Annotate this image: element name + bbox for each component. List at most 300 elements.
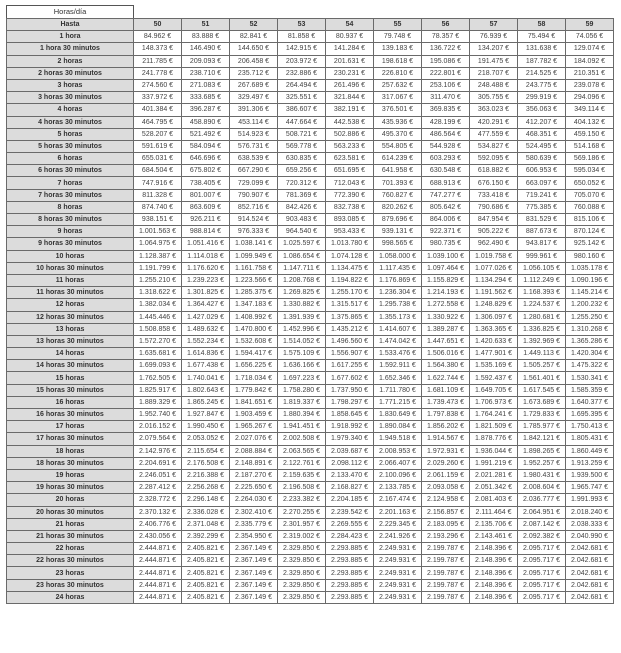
price-cell: 641.958 €	[374, 165, 422, 177]
price-cell: 1.635.681 €	[134, 348, 182, 360]
price-cell: 879.696 €	[374, 214, 422, 226]
row-header: 2 horas	[7, 55, 134, 67]
price-cell: 760.088 €	[566, 201, 614, 213]
row-header: 19 horas 30 minutos	[7, 482, 134, 494]
price-cell: 514.923 €	[230, 128, 278, 140]
table-row	[7, 421, 614, 433]
price-cell: 1.535.169 €	[470, 360, 518, 372]
price-cell: 729.099 €	[230, 177, 278, 189]
price-cell: 2.148.891 €	[230, 457, 278, 469]
price-cell: 887.673 €	[518, 226, 566, 238]
price-cell: 781.369 €	[278, 189, 326, 201]
price-cell: 1.617.545 €	[518, 384, 566, 396]
row-header: 13 horas	[7, 323, 134, 335]
table-row	[7, 348, 614, 360]
price-cell: 646.696 €	[182, 153, 230, 165]
price-cell: 2.367.149 €	[230, 543, 278, 555]
price-cell: 2.122.761 €	[278, 457, 326, 469]
price-cell: 1.878.776 €	[470, 433, 518, 445]
price-cell: 404.132 €	[566, 116, 614, 128]
row-header: 19 horas	[7, 469, 134, 481]
price-cell: 1.640.377 €	[566, 396, 614, 408]
price-cell: 84.962 €	[134, 31, 182, 43]
table-row	[7, 226, 614, 238]
price-cell: 1.470.800 €	[230, 323, 278, 335]
price-cell: 820.262 €	[374, 201, 422, 213]
price-cell: 453.114 €	[230, 116, 278, 128]
price-cell: 80.937 €	[326, 31, 374, 43]
price-cell: 874.740 €	[134, 201, 182, 213]
price-cell: 684.504 €	[134, 165, 182, 177]
price-cell: 2.405.821 €	[182, 579, 230, 591]
price-cell: 1.564.380 €	[422, 360, 470, 372]
price-cell: 239.078 €	[566, 79, 614, 91]
price-cell: 1.420.304 €	[566, 348, 614, 360]
row-header: 6 horas 30 minutos	[7, 165, 134, 177]
price-cell: 1.191.562 €	[470, 287, 518, 299]
table-row	[7, 189, 614, 201]
price-cell: 1.355.173 €	[374, 311, 422, 323]
price-cell: 391.306 €	[230, 104, 278, 116]
price-cell: 1.965.747 €	[566, 482, 614, 494]
price-cell: 618.882 €	[470, 165, 518, 177]
table-row	[7, 555, 614, 567]
price-cell: 1.711.780 €	[374, 384, 422, 396]
price-cell: 1.941.451 €	[278, 421, 326, 433]
price-cell: 569.186 €	[566, 153, 614, 165]
price-cell: 2.008.604 €	[518, 482, 566, 494]
price-cell: 1.762.505 €	[134, 372, 182, 384]
price-cell: 701.393 €	[374, 177, 422, 189]
row-header: 3 horas 30 minutos	[7, 92, 134, 104]
price-cell: 2.042.681 €	[566, 567, 614, 579]
price-cell: 495.370 €	[374, 128, 422, 140]
price-cell: 2.293.885 €	[326, 555, 374, 567]
price-cell: 815.106 €	[566, 214, 614, 226]
price-cell: 1.077.026 €	[470, 262, 518, 274]
table-row	[7, 250, 614, 262]
price-cell: 733.418 €	[470, 189, 518, 201]
price-cell: 2.042.681 €	[566, 579, 614, 591]
price-cell: 655.031 €	[134, 153, 182, 165]
row-header: 24 horas	[7, 591, 134, 603]
row-header: 5 horas 30 minutos	[7, 140, 134, 152]
price-cell: 1.758.280 €	[278, 384, 326, 396]
price-cell: 2.148.396 €	[470, 555, 518, 567]
price-cell: 720.312 €	[278, 177, 326, 189]
price-cell: 980.735 €	[422, 238, 470, 250]
price-cell: 191.475 €	[470, 55, 518, 67]
table-row	[7, 55, 614, 67]
table-row	[7, 445, 614, 457]
table-row	[7, 409, 614, 421]
table-row	[7, 457, 614, 469]
price-cell: 2.444.871 €	[134, 555, 182, 567]
price-cell: 2.042.681 €	[566, 591, 614, 603]
price-cell: 1.505.257 €	[518, 360, 566, 372]
price-cell: 1.058.000 €	[374, 250, 422, 262]
price-cell: 614.239 €	[374, 153, 422, 165]
price-cell: 412.207 €	[518, 116, 566, 128]
column-header: 56	[422, 19, 470, 31]
price-cell: 1.224.537 €	[518, 299, 566, 311]
price-cell: 999.961 €	[518, 250, 566, 262]
price-cell: 2.264.030 €	[230, 494, 278, 506]
price-cell: 148.373 €	[134, 43, 182, 55]
price-cell: 790.907 €	[230, 189, 278, 201]
price-cell: 299.919 €	[518, 92, 566, 104]
price-cell: 870.124 €	[566, 226, 614, 238]
price-cell: 2.405.821 €	[182, 591, 230, 603]
price-cell: 203.972 €	[278, 55, 326, 67]
table-row	[7, 79, 614, 91]
table-row	[7, 311, 614, 323]
price-cell: 2.249.931 €	[374, 555, 422, 567]
price-cell: 1.842.121 €	[518, 433, 566, 445]
price-cell: 2.293.885 €	[326, 567, 374, 579]
price-cell: 2.216.388 €	[182, 469, 230, 481]
price-cell: 584.094 €	[182, 140, 230, 152]
price-cell: 1.860.449 €	[566, 445, 614, 457]
price-cell: 428.199 €	[422, 116, 470, 128]
price-cell: 2.148.396 €	[470, 579, 518, 591]
price-cell: 592.095 €	[470, 153, 518, 165]
price-cell: 1.652.346 €	[374, 372, 422, 384]
price-cell: 305.755 €	[470, 92, 518, 104]
price-cell: 1.056.105 €	[518, 262, 566, 274]
row-header: 21 horas	[7, 518, 134, 530]
table-row	[7, 287, 614, 299]
price-cell: 1.918.992 €	[326, 421, 374, 433]
table-row	[7, 238, 614, 250]
price-cell: 81.858 €	[278, 31, 326, 43]
table-row	[7, 579, 614, 591]
price-cell: 2.135.706 €	[470, 518, 518, 530]
column-header: 57	[470, 19, 518, 31]
price-cell: 772.390 €	[326, 189, 374, 201]
price-cell: 2.042.681 €	[566, 543, 614, 555]
price-cell: 2.095.717 €	[518, 579, 566, 591]
price-cell: 2.039.687 €	[326, 445, 374, 457]
price-cell: 2.021.281 €	[470, 469, 518, 481]
price-cell: 2.233.382 €	[278, 494, 326, 506]
price-cell: 775.385 €	[518, 201, 566, 213]
price-cell: 2.124.958 €	[422, 494, 470, 506]
price-cell: 2.064.951 €	[518, 506, 566, 518]
column-header: 53	[278, 19, 326, 31]
price-cell: 1.248.829 €	[470, 299, 518, 311]
table-row	[7, 262, 614, 274]
price-cell: 486.564 €	[422, 128, 470, 140]
price-cell: 1.739.473 €	[422, 396, 470, 408]
price-cell: 925.142 €	[566, 238, 614, 250]
column-header: 50	[134, 19, 182, 31]
table-row	[7, 153, 614, 165]
price-cell: 980.160 €	[566, 250, 614, 262]
price-cell: 852.716 €	[230, 201, 278, 213]
row-header: 21 horas 30 minutos	[7, 530, 134, 542]
price-cell: 1.161.758 €	[230, 262, 278, 274]
price-cell: 129.074 €	[566, 43, 614, 55]
price-cell: 376.501 €	[374, 104, 422, 116]
price-cell: 1.239.223 €	[182, 274, 230, 286]
price-cell: 141.284 €	[326, 43, 374, 55]
price-cell: 458.890 €	[182, 116, 230, 128]
price-cell: 1.330.922 €	[422, 311, 470, 323]
price-cell: 905.222 €	[470, 226, 518, 238]
price-cell: 1.477.901 €	[470, 348, 518, 360]
price-cell: 1.038.141 €	[230, 238, 278, 250]
price-cell: 253.106 €	[422, 79, 470, 91]
price-cell: 1.952.740 €	[134, 409, 182, 421]
price-cell: 2.115.654 €	[182, 445, 230, 457]
price-cell: 238.710 €	[182, 67, 230, 79]
price-cell: 1.280.681 €	[518, 311, 566, 323]
row-header: 14 horas	[7, 348, 134, 360]
price-cell: 563.233 €	[326, 140, 374, 152]
price-cell: 2.406.776 €	[134, 518, 182, 530]
header-row	[7, 19, 614, 31]
price-cell: 442.538 €	[326, 116, 374, 128]
price-cell: 1.176.869 €	[374, 274, 422, 286]
table-row	[7, 384, 614, 396]
price-cell: 1.489.632 €	[182, 323, 230, 335]
price-cell: 2.088.884 €	[230, 445, 278, 457]
price-cell: 2.284.423 €	[326, 530, 374, 542]
row-header: 17 horas 30 minutos	[7, 433, 134, 445]
price-cell: 544.928 €	[422, 140, 470, 152]
price-cell: 257.632 €	[374, 79, 422, 91]
price-cell: 1.979.340 €	[326, 433, 374, 445]
price-cell: 2.095.717 €	[518, 591, 566, 603]
price-cell: 1.530.341 €	[566, 372, 614, 384]
price-cell: 142.915 €	[278, 43, 326, 55]
price-cell: 369.835 €	[422, 104, 470, 116]
price-cell: 139.183 €	[374, 43, 422, 55]
price-cell: 2.018.240 €	[566, 506, 614, 518]
price-cell: 659.256 €	[278, 165, 326, 177]
price-cell: 144.650 €	[230, 43, 278, 55]
row-header: 1 hora	[7, 31, 134, 43]
column-header: 52	[230, 19, 278, 31]
price-cell: 595.034 €	[566, 165, 614, 177]
price-cell: 502.886 €	[326, 128, 374, 140]
price-cell: 630.835 €	[278, 153, 326, 165]
price-cell: 2.328.772 €	[134, 494, 182, 506]
price-cell: 1.255.170 €	[326, 287, 374, 299]
price-cell: 76.939 €	[470, 31, 518, 43]
price-cell: 1.805.431 €	[566, 433, 614, 445]
price-cell: 230.231 €	[326, 67, 374, 79]
price-cell: 1.592.911 €	[374, 360, 422, 372]
table-row	[7, 43, 614, 55]
price-cell: 2.444.871 €	[134, 591, 182, 603]
price-cell: 1.830.649 €	[374, 409, 422, 421]
table-row	[7, 31, 614, 43]
price-cell: 1.295.738 €	[374, 299, 422, 311]
price-cell: 2.444.871 €	[134, 579, 182, 591]
price-cell: 396.287 €	[182, 104, 230, 116]
price-cell: 2.336.028 €	[182, 506, 230, 518]
table-row	[7, 372, 614, 384]
price-cell: 938.151 €	[134, 214, 182, 226]
price-cell: 524.495 €	[518, 140, 566, 152]
price-cell: 1.019.758 €	[470, 250, 518, 262]
price-cell: 2.229.345 €	[374, 518, 422, 530]
price-cell: 2.040.990 €	[566, 530, 614, 542]
price-cell: 1.506.016 €	[422, 348, 470, 360]
row-header: 9 horas	[7, 226, 134, 238]
price-cell: 1.677.602 €	[326, 372, 374, 384]
price-cell: 447.664 €	[278, 116, 326, 128]
price-cell: 2.156.857 €	[422, 506, 470, 518]
table-row	[7, 116, 614, 128]
price-cell: 325.551 €	[278, 92, 326, 104]
price-cell: 2.081.403 €	[470, 494, 518, 506]
price-cell: 1.449.113 €	[518, 348, 566, 360]
price-cell: 79.748 €	[374, 31, 422, 43]
price-cell: 1.330.882 €	[278, 299, 326, 311]
table-row	[7, 494, 614, 506]
row-header: 18 horas	[7, 445, 134, 457]
price-cell: 2.329.850 €	[278, 567, 326, 579]
price-cell: 1.514.052 €	[278, 335, 326, 347]
price-cell: 198.618 €	[374, 55, 422, 67]
row-header: 7 horas 30 minutos	[7, 189, 134, 201]
price-cell: 831.529 €	[518, 214, 566, 226]
price-cell: 82.841 €	[230, 31, 278, 43]
price-cell: 1.972.931 €	[422, 445, 470, 457]
price-cell: 1.750.413 €	[566, 421, 614, 433]
price-cell: 2.095.717 €	[518, 567, 566, 579]
price-cell: 2.301.957 €	[278, 518, 326, 530]
price-cell: 2.430.056 €	[134, 530, 182, 542]
price-cell: 1.575.109 €	[278, 348, 326, 360]
price-cell: 2.036.777 €	[518, 494, 566, 506]
price-cell: 2.142.976 €	[134, 445, 182, 457]
table-row	[7, 214, 614, 226]
price-cell: 382.191 €	[326, 104, 374, 116]
price-cell: 2.444.871 €	[134, 567, 182, 579]
price-cell: 805.642 €	[422, 201, 470, 213]
price-cell: 1.819.337 €	[278, 396, 326, 408]
price-cell: 962.490 €	[470, 238, 518, 250]
price-cell: 2.204.691 €	[134, 457, 182, 469]
price-cell: 606.953 €	[518, 165, 566, 177]
price-cell: 274.560 €	[134, 79, 182, 91]
price-cell: 311.470 €	[422, 92, 470, 104]
price-cell: 317.067 €	[374, 92, 422, 104]
price-cell: 1.134.294 €	[470, 274, 518, 286]
price-cell: 2.354.950 €	[230, 530, 278, 542]
price-cell: 1.375.865 €	[326, 311, 374, 323]
price-cell: 2.293.885 €	[326, 543, 374, 555]
price-cell: 926.211 €	[182, 214, 230, 226]
price-cell: 988.814 €	[182, 226, 230, 238]
price-cell: 2.183.095 €	[422, 518, 470, 530]
price-cell: 1.825.917 €	[134, 384, 182, 396]
price-cell: 2.133.470 €	[326, 469, 374, 481]
price-cell: 321.844 €	[326, 92, 374, 104]
table-row	[7, 482, 614, 494]
price-cell: 1.074.128 €	[326, 250, 374, 262]
price-cell: 1.318.622 €	[134, 287, 182, 299]
price-cell: 2.066.407 €	[374, 457, 422, 469]
price-cell: 1.255.250 €	[566, 311, 614, 323]
price-cell: 2.249.931 €	[374, 543, 422, 555]
price-cell: 1.382.034 €	[134, 299, 182, 311]
price-cell: 1.306.097 €	[470, 311, 518, 323]
price-cell: 1.214.193 €	[422, 287, 470, 299]
price-cell: 663.097 €	[518, 177, 566, 189]
price-cell: 630.548 €	[422, 165, 470, 177]
table-row	[7, 92, 614, 104]
price-cell: 2.296.148 €	[182, 494, 230, 506]
table-row	[7, 506, 614, 518]
price-cell: 508.721 €	[278, 128, 326, 140]
price-cell: 2.367.149 €	[230, 579, 278, 591]
price-cell: 1.272.558 €	[422, 299, 470, 311]
row-header: 14 horas 30 minutos	[7, 360, 134, 372]
price-cell: 2.367.149 €	[230, 567, 278, 579]
price-cell: 976.333 €	[230, 226, 278, 238]
price-cell: 1.315.517 €	[326, 299, 374, 311]
table-row	[7, 433, 614, 445]
price-cell: 2.029.260 €	[422, 457, 470, 469]
price-cell: 1.112.249 €	[518, 274, 566, 286]
price-cell: 2.167.474 €	[374, 494, 422, 506]
price-cell: 638.539 €	[230, 153, 278, 165]
price-cell: 2.199.787 €	[422, 591, 470, 603]
price-cell: 2.079.564 €	[134, 433, 182, 445]
price-cell: 2.199.787 €	[422, 567, 470, 579]
price-cell: 1.990.450 €	[182, 421, 230, 433]
price-cell: 893.085 €	[326, 214, 374, 226]
price-cell: 1.532.608 €	[230, 335, 278, 347]
price-cell: 1.168.393 €	[518, 287, 566, 299]
price-cell: 2.335.779 €	[230, 518, 278, 530]
price-cell: 1.561.401 €	[518, 372, 566, 384]
price-cell: 1.269.825 €	[278, 287, 326, 299]
price-cell: 2.225.650 €	[230, 482, 278, 494]
table-row	[7, 469, 614, 481]
price-cell: 1.952.257 €	[518, 457, 566, 469]
price-cell: 864.006 €	[422, 214, 470, 226]
price-cell: 241.778 €	[134, 67, 182, 79]
price-cell: 1.614.836 €	[182, 348, 230, 360]
price-cell: 75.494 €	[518, 31, 566, 43]
price-cell: 2.249.931 €	[374, 591, 422, 603]
price-cell: 420.291 €	[470, 116, 518, 128]
price-cell: 1.255.210 €	[134, 274, 182, 286]
price-cell: 1.496.560 €	[326, 335, 374, 347]
price-cell: 1.414.607 €	[374, 323, 422, 335]
price-cell: 264.494 €	[278, 79, 326, 91]
price-cell: 1.347.183 €	[230, 299, 278, 311]
price-cell: 1.706.973 €	[470, 396, 518, 408]
price-cell: 209.093 €	[182, 55, 230, 67]
rate-table-container	[6, 5, 614, 604]
row-header: 9 horas 30 minutos	[7, 238, 134, 250]
price-cell: 2.148.396 €	[470, 591, 518, 603]
price-cell: 1.771.215 €	[374, 396, 422, 408]
price-cell: 1.223.566 €	[230, 274, 278, 286]
price-cell: 2.196.508 €	[278, 482, 326, 494]
table-row	[7, 335, 614, 347]
price-cell: 1.147.711 €	[278, 262, 326, 274]
price-cell: 2.061.159 €	[422, 469, 470, 481]
price-cell: 2.199.787 €	[422, 579, 470, 591]
